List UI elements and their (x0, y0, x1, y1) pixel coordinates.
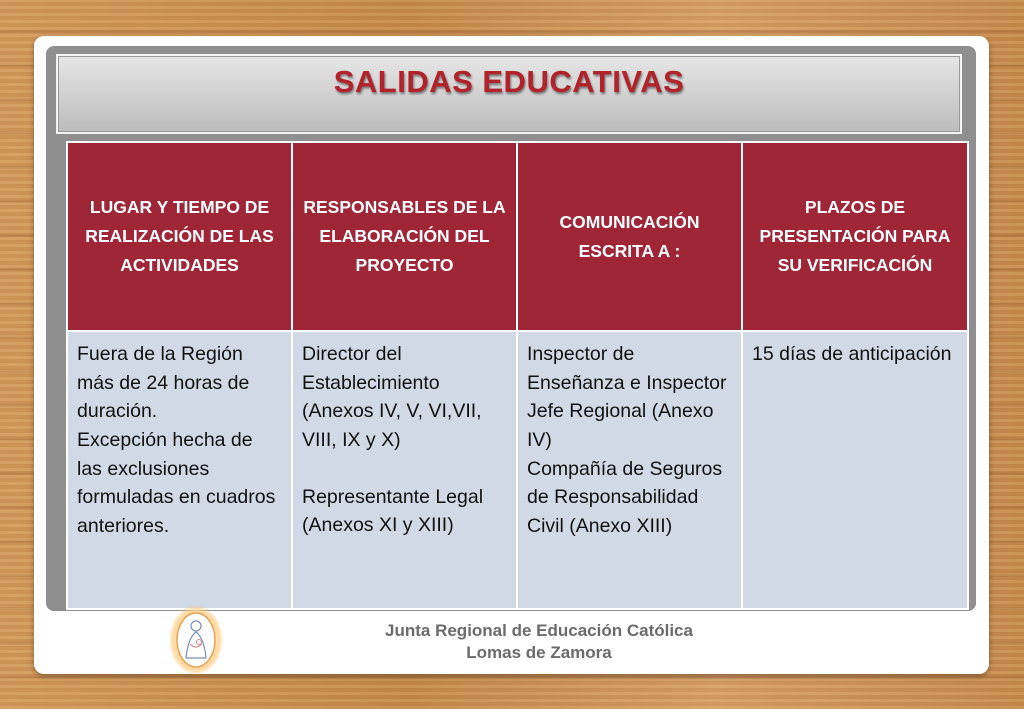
virgin-mary-emblem-icon (168, 604, 224, 676)
table-header-row (67, 142, 968, 331)
lugar-line: Fuera de la Región más de 24 horas de duración. (77, 343, 250, 423)
responsable-representante: Representante Legal (Anexos XI y XIII) (302, 485, 484, 537)
footer-organization: Junta Regional de Educación Católica (385, 621, 693, 640)
footer-location: Lomas de Zamora (466, 643, 612, 662)
comunicacion-line: Inspector de Enseñanza e Inspector Jefe Regional (Anexo IV) (527, 343, 727, 451)
title-bar (56, 54, 962, 134)
cell-lugar (67, 331, 292, 609)
lugar-line: Excepción hecha de las exclusiones formuladas en cuadros anteriores. (77, 428, 276, 537)
header-responsables: RESPONSABLES DE LA ELABORACIÓN DEL PROYECTO (292, 142, 517, 331)
cell-plazos: 15 días de anticipación (742, 331, 968, 609)
info-table (66, 141, 969, 610)
page-title: SALIDAS EDUCATIVAS (333, 64, 685, 99)
header-lugar: LUGAR Y TIEMPO DE REALIZACIÓN DE LAS ACTIVIDADES (67, 142, 292, 331)
cell-comunicacion (517, 331, 742, 609)
header-comunicacion: COMUNICACIÓN ESCRITA A : (517, 142, 742, 331)
cell-responsables (292, 331, 517, 609)
footer (284, 620, 794, 664)
table-row (67, 331, 968, 609)
slide (34, 36, 989, 674)
comunicacion-line: Compañía de Seguros de Responsabilidad Civil (Anexo XIII) (527, 457, 723, 537)
responsable-director: Director del Establecimiento (Anexos IV, V, VI,VII, VIII, IX y X) (302, 343, 482, 451)
header-plazos: PLAZOS DE PRESENTACIÓN PARA SU VERIFICACIÓN (742, 142, 968, 331)
spacer (302, 455, 507, 483)
